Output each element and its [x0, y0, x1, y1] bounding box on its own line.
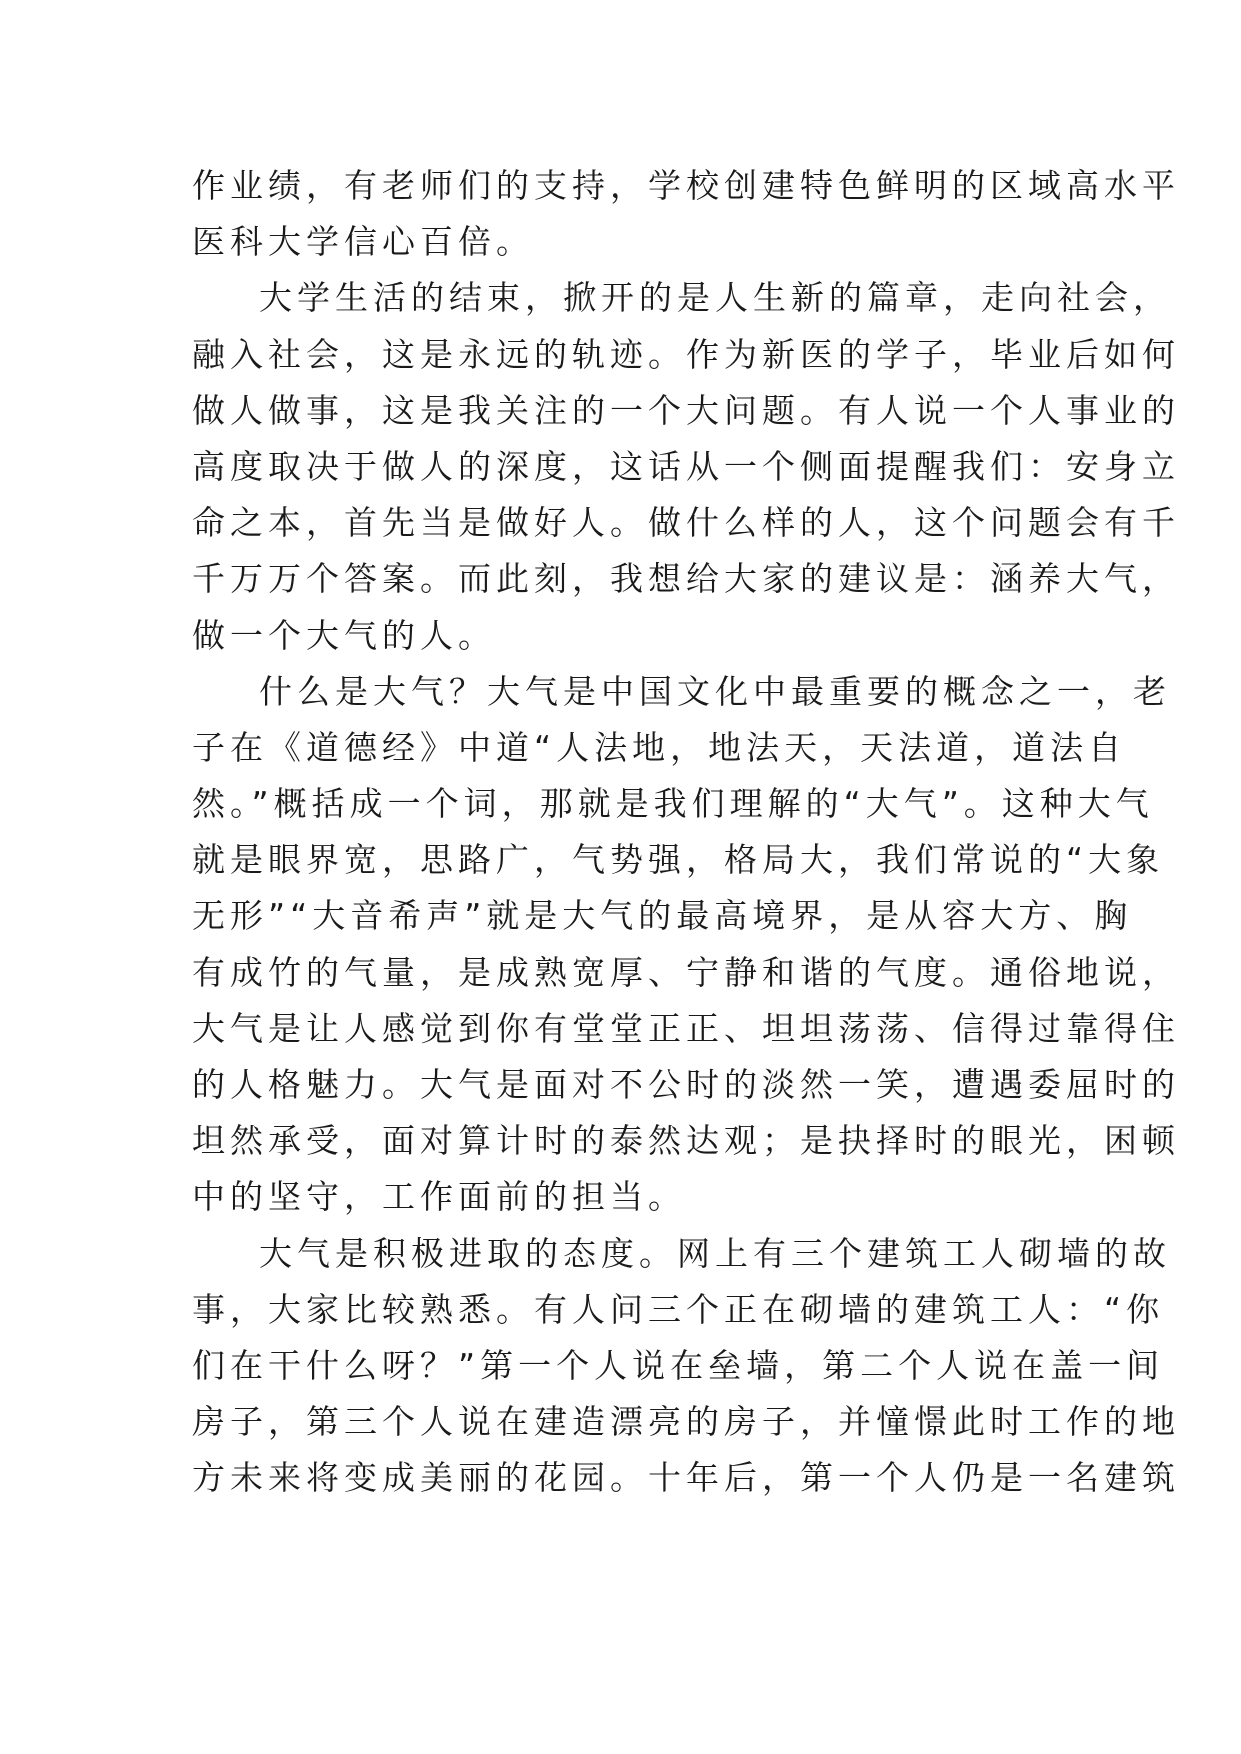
- document-body: [192, 158, 1180, 1507]
- text-line: 们在干什么呀？”第一个人说在垒墙，第二个人说在盖一间: [192, 1345, 1165, 1385]
- text-line: 事，大家比较熟悉。有人问三个正在砌墙的建筑工人：“你: [192, 1289, 1165, 1329]
- text-line: 千万万个答案。而此刻，我想给大家的建议是：涵养大气，: [192, 559, 1180, 599]
- text-line: 然。”概括成一个词，那就是我们理解的“大气”。这种大气: [192, 784, 1154, 824]
- text-line: 做人做事，这是我关注的一个大问题。有人说一个人事业的: [192, 390, 1180, 430]
- paragraph-start-line: 什么是大气？大气是中国文化中最重要的概念之一，老: [259, 671, 1171, 711]
- text-line: 做一个大气的人。: [192, 615, 496, 655]
- text-line: 无形”“大音希声”就是大气的最高境界，是从容大方、胸: [192, 896, 1133, 936]
- text-line: 就是眼界宽，思路广，气势强，格局大，我们常说的“大象: [192, 840, 1165, 880]
- text-line: 融入社会，这是永远的轨迹。作为新医的学子，毕业后如何: [192, 334, 1180, 374]
- text-line: 命之本，首先当是做好人。做什么样的人，这个问题会有千: [192, 503, 1180, 543]
- text-line: 有成竹的气量，是成熟宽厚、宁静和谐的气度。通俗地说，: [192, 952, 1180, 992]
- text-line: 的人格魅力。大气是面对不公时的淡然一笑，遭遇委屈时的: [192, 1065, 1180, 1104]
- text-line: 中的坚守，工作面前的担当。: [192, 1177, 686, 1217]
- text-line: 医科大学信心百倍。: [192, 222, 534, 262]
- text-line: 坦然承受，面对算计时的泰然达观；是抉择时的眼光，困顿: [192, 1121, 1180, 1161]
- text-line: 大气是让人感觉到你有堂堂正正、坦坦荡荡、信得过靠得住: [192, 1008, 1180, 1048]
- text-line: 高度取决于做人的深度，这话从一个侧面提醒我们：安身立: [192, 446, 1180, 486]
- text-line: 方未来将变成美丽的花园。十年后，第一个人仍是一名建筑: [192, 1458, 1180, 1498]
- paragraph-start-line: 大学生活的结束，掀开的是人生新的篇章，走向社会，: [259, 278, 1171, 318]
- text-line: 作业绩，有老师们的支持，学校创建特色鲜明的区域高水平: [192, 166, 1180, 205]
- text-line: 房子，第三个人说在建造漂亮的房子，并憧憬此时工作的地: [192, 1402, 1180, 1442]
- paragraph-start-line: 大气是积极进取的态度。网上有三个建筑工人砌墙的故: [259, 1233, 1171, 1273]
- text-line: 子在《道德经》中道“人法地，地法天，天法道，道法自: [192, 727, 1127, 767]
